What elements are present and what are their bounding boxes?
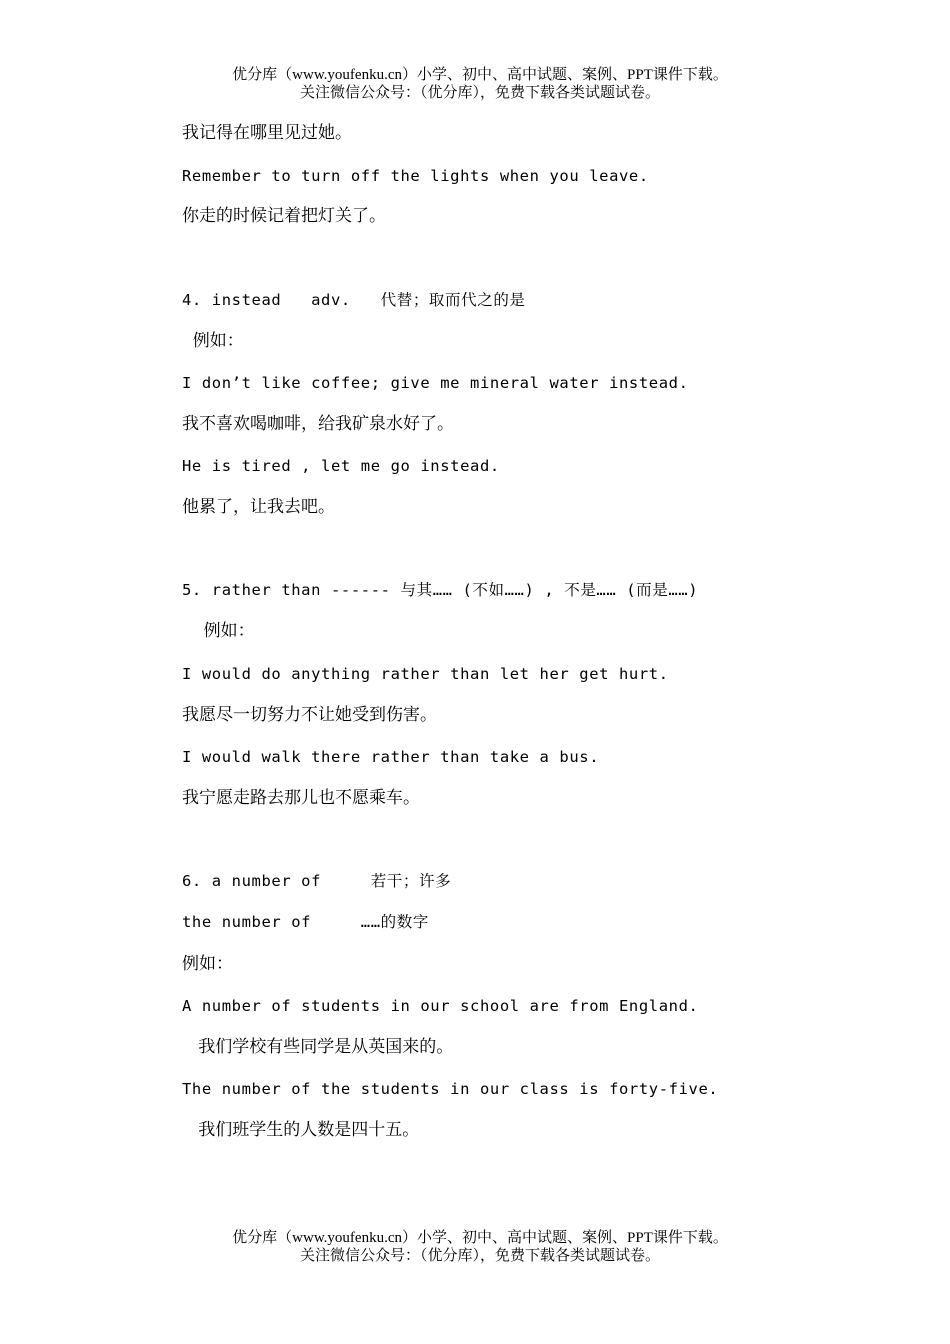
example-translation: 我愿尽一切努力不让她受到伤害。	[182, 705, 437, 725]
example-label: 例如：	[182, 954, 233, 974]
example-translation: 他累了，让我去吧。	[182, 497, 335, 517]
example-sentence: A number of students in our school are from England.	[182, 997, 699, 1015]
example-label: 例如：	[182, 331, 244, 351]
example-translation: 我不喜欢喝咖啡，给我矿泉水好了。	[182, 414, 454, 434]
example-translation: 我记得在哪里见过她。	[182, 123, 352, 143]
vocab-heading-rather-than: 5. rather than ------ 与其…… (不如……) , 不是…… (而是……)	[182, 581, 699, 599]
example-translation: 我们班学生的人数是四十五。	[182, 1120, 420, 1140]
example-sentence: He is tired , let me go instead.	[182, 457, 500, 475]
footer-line-1: 优分库（www.youfenku.cn）小学、初中、高中试题、案例、PPT课件下载。	[232, 1230, 728, 1246]
page-header	[0, 66, 950, 102]
example-label: 例如：	[182, 621, 255, 641]
example-sentence: The number of the students in our class is forty-five.	[182, 1080, 719, 1098]
example-sentence: I would do anything rather than let her get hurt.	[182, 665, 669, 683]
header-line-2: 关注微信公众号：（优分库），免费下载各类试题试卷。	[299, 85, 660, 101]
example-sentence: I would walk there rather than take a bus.	[182, 748, 600, 766]
vocab-heading-the-number-of: the number of ……的数字	[182, 913, 429, 931]
header-line-1: 优分库（www.youfenku.cn）小学、初中、高中试题、案例、PPT课件下载。	[232, 67, 728, 83]
page-footer	[0, 1229, 950, 1265]
footer-line-2: 关注微信公众号：（优分库），免费下载各类试题试卷。	[299, 1248, 660, 1264]
example-sentence: I don’t like coffee; give me mineral water instead.	[182, 374, 689, 392]
example-sentence: Remember to turn off the lights when you leave.	[182, 167, 649, 185]
example-translation: 你走的时候记着把灯关了。	[182, 206, 386, 226]
vocab-heading-a-number-of: 6. a number of 若干；许多	[182, 872, 452, 890]
example-translation: 我们学校有些同学是从英国来的。	[182, 1037, 454, 1057]
vocab-heading-instead: 4. instead adv. 代替；取而代之的是	[182, 291, 526, 309]
example-translation: 我宁愿走路去那儿也不愿乘车。	[182, 788, 420, 808]
